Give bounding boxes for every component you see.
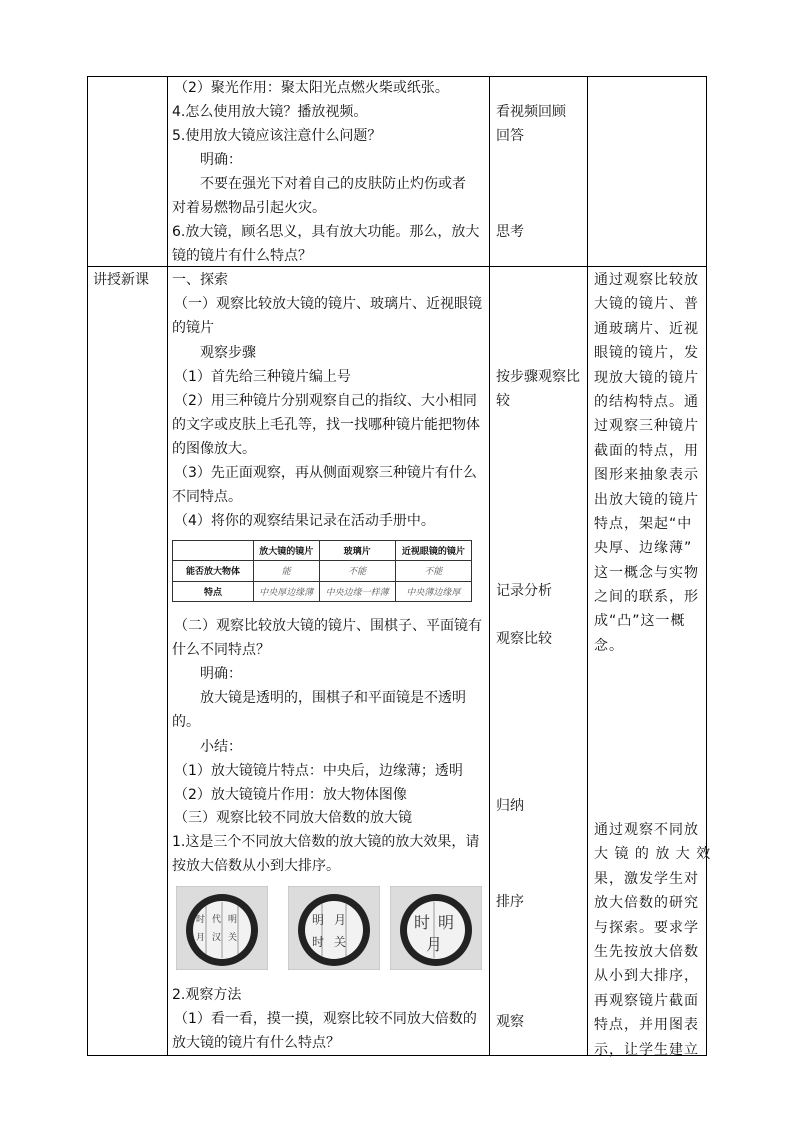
svg-text:明: 明 <box>438 913 455 932</box>
table-divider-3 <box>587 76 588 1056</box>
content-line: （1）放大镜镜片特点：中央后，边缘薄；透明 <box>174 763 463 779</box>
svg-text:月: 月 <box>334 913 347 927</box>
table-header-cell: 放大镜的镜片 <box>254 541 320 561</box>
svg-text:月: 月 <box>196 933 206 943</box>
content-line: （三）观察比较不同放大倍数的放大镜 <box>174 810 412 826</box>
activity-text: 观察比较 <box>496 631 552 647</box>
activity-text: 看视频回顾 <box>496 104 566 120</box>
svg-text:时: 时 <box>312 935 325 949</box>
table-cell: 能 <box>254 561 320 581</box>
table-cell: 不能 <box>319 561 395 581</box>
activity-text: 按步骤观察比 <box>496 369 580 385</box>
table-border-left <box>87 76 88 1056</box>
content-line: 6.放大镜，顾名思义，具有放大功能。那么，放大 <box>172 224 480 240</box>
observation-table <box>172 540 472 602</box>
svg-text:时: 时 <box>414 913 431 932</box>
table-row <box>173 561 472 581</box>
section-label: 讲授新课 <box>93 272 149 288</box>
content-line: （2）聚光作用：聚太阳光点燃火柴或纸张。 <box>174 80 449 96</box>
content-line: 对着易燃物品引起火灾。 <box>172 200 326 216</box>
table-cell: 中央薄边缘厚 <box>395 581 471 601</box>
table-row <box>173 581 472 601</box>
content-line: （3）先正面观察，再从侧面观察三种镜片有什么 <box>174 465 477 481</box>
activity-text: 归纳 <box>496 798 524 814</box>
content-line: 什么不同特点？ <box>172 642 270 658</box>
content-line: 2.观察方法 <box>172 987 242 1003</box>
magnifier-photo <box>176 886 268 970</box>
design-intent-2: 通过观察不同放 大 镜 的 放 大 效 果，激发学生对 放大倍数的研究 与探索。要求学 生先按放大倍数 从小到大排序， 再观察镜片截面 特点，并用图表 示，让学生建立 <box>594 822 712 1058</box>
activity-text: 排序 <box>496 894 524 910</box>
content-line: 小结： <box>200 739 242 755</box>
svg-text:关: 关 <box>334 935 347 949</box>
content-line: （2）放大镜镜片作用：放大物体图像 <box>174 787 407 803</box>
svg-text:明: 明 <box>228 915 238 925</box>
table-header-cell <box>173 541 254 561</box>
magnifier-photo <box>288 886 380 970</box>
content-line: 明确： <box>200 666 242 682</box>
design-intent-1: 通过观察比较放 大镜的镜片、普 通玻璃片、近视 眼镜的镜片，发 现放大镜的镜片 的结构特点。通 过观察三种镜片 截面的特点，用 图形来抽象表示 出放大镜的镜片 特点，架起“中 央厚、边缘薄” 这一概念与实物 之间的联系，形 成“凸”这一概 念。 <box>594 272 699 654</box>
content-line: （1）首先给三种镜片编上号 <box>174 369 351 385</box>
table-row-label: 特点 <box>173 581 254 601</box>
content-line: 的文字或皮肤上毛孔等，找一找哪种镜片能把物体 <box>172 417 480 433</box>
table-row-label: 能否放大物体 <box>173 561 254 581</box>
content-line: 一、探索 <box>172 272 228 288</box>
table-row <box>173 541 472 561</box>
activity-text: 较 <box>496 393 510 409</box>
content-line: 的图像放大。 <box>172 441 256 457</box>
content-line: 放大镜是透明的，围棋子和平面镜是不透明 <box>200 690 466 706</box>
table-divider-1 <box>167 76 168 1056</box>
table-header-cell: 近视眼镜的镜片 <box>395 541 471 561</box>
content-line: 4.怎么使用放大镜？播放视频。 <box>172 104 368 120</box>
content-line: （二）观察比较放大镜的镜片、围棋子、平面镜有 <box>174 618 482 634</box>
table-header-cell: 玻璃片 <box>319 541 395 561</box>
content-line: （4）将你的观察结果记录在活动手册中。 <box>174 513 435 529</box>
table-cell: 中央厚边缘薄 <box>254 581 320 601</box>
activity-text: 记录分析 <box>496 583 552 599</box>
content-line: 不同特点。 <box>172 489 242 505</box>
content-line: （2）用三种镜片分别观察自己的指纹、大小相同 <box>174 393 477 409</box>
content-line: 按放大倍数从小到大排序。 <box>172 858 340 874</box>
activity-text: 观察 <box>496 1014 524 1030</box>
content-line: 的。 <box>172 714 200 730</box>
content-line: （一）观察比较放大镜的镜片、玻璃片、近视眼镜 <box>174 296 482 312</box>
content-line: 明确： <box>200 152 242 168</box>
content-line: （1）看一看，摸一摸，观察比较不同放大倍数的 <box>174 1011 477 1027</box>
table-divider-2 <box>489 76 490 1056</box>
svg-text:月: 月 <box>426 935 443 954</box>
content-line: 观察步骤 <box>200 345 256 361</box>
svg-text:关: 关 <box>228 933 238 943</box>
content-line: 1.这是三个不同放大倍数的放大镜的放大效果，请 <box>172 834 480 850</box>
magnifier-photo <box>390 886 482 970</box>
content-line: 不要在强光下对着自己的皮肤防止灼伤或者 <box>200 176 466 192</box>
svg-text:时: 时 <box>196 915 206 925</box>
content-line: 镜的镜片有什么特点？ <box>172 248 312 264</box>
svg-text:明: 明 <box>312 913 325 927</box>
activity-text: 回答 <box>496 128 524 144</box>
content-line: 5.使用放大镜应该注意什么问题？ <box>172 128 382 144</box>
activity-text: 思考 <box>496 224 524 240</box>
svg-text:代: 代 <box>212 915 222 925</box>
svg-text:汉: 汉 <box>212 933 222 943</box>
table-cell: 中央边缘一样薄 <box>319 581 395 601</box>
content-line: 的镜片 <box>172 320 214 336</box>
table-cell: 不能 <box>395 561 471 581</box>
content-line: 放大镜的镜片有什么特点？ <box>172 1035 340 1051</box>
